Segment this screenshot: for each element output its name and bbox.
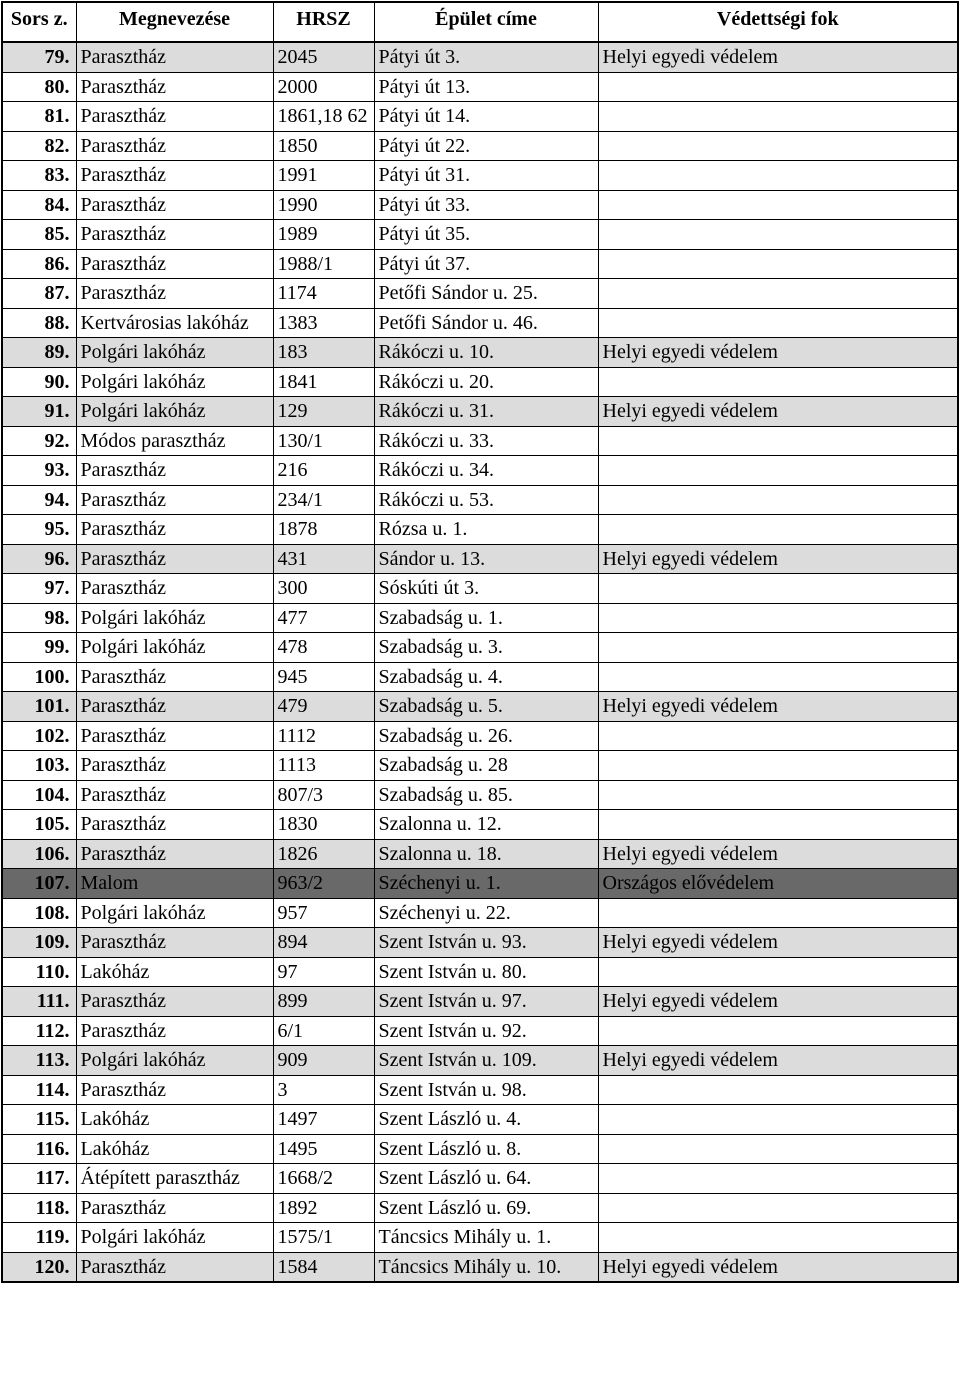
row-number: 82. [2, 131, 76, 161]
parcel-number: 1861,18 62 [273, 102, 374, 132]
parcel-number: 1991 [273, 161, 374, 191]
protection-level [598, 721, 958, 751]
building-name: Átépített parasztház [76, 1164, 273, 1194]
row-number: 117. [2, 1164, 76, 1194]
building-name: Parasztház [76, 1075, 273, 1105]
table-row [2, 456, 958, 486]
header-megnevezese: Megnevezése [76, 2, 273, 42]
row-number: 120. [2, 1252, 76, 1282]
row-number: 118. [2, 1193, 76, 1223]
protection-level [598, 1016, 958, 1046]
row-number: 114. [2, 1075, 76, 1105]
parcel-number: 130/1 [273, 426, 374, 456]
building-address: Szent László u. 4. [374, 1105, 598, 1135]
parcel-number: 1990 [273, 190, 374, 220]
parcel-number: 431 [273, 544, 374, 574]
row-number: 116. [2, 1134, 76, 1164]
parcel-number: 894 [273, 928, 374, 958]
table-row [2, 426, 958, 456]
parcel-number: 477 [273, 603, 374, 633]
protection-level [598, 426, 958, 456]
parcel-number: 97 [273, 957, 374, 987]
table-row [2, 249, 958, 279]
table-row [2, 1046, 958, 1076]
building-name: Parasztház [76, 721, 273, 751]
table-row [2, 751, 958, 781]
building-name: Parasztház [76, 987, 273, 1017]
table-row [2, 603, 958, 633]
building-name: Parasztház [76, 249, 273, 279]
protection-level [598, 72, 958, 102]
building-name: Parasztház [76, 1252, 273, 1282]
parcel-number: 963/2 [273, 869, 374, 899]
table-row [2, 515, 958, 545]
parcel-number: 1878 [273, 515, 374, 545]
building-name: Polgári lakóház [76, 1046, 273, 1076]
parcel-number: 6/1 [273, 1016, 374, 1046]
table-row [2, 869, 958, 899]
protection-level: Helyi egyedi védelem [598, 1046, 958, 1076]
parcel-number: 807/3 [273, 780, 374, 810]
building-name: Polgári lakóház [76, 633, 273, 663]
protection-level [598, 662, 958, 692]
parcel-number: 1497 [273, 1105, 374, 1135]
parcel-number: 1989 [273, 220, 374, 250]
building-name: Parasztház [76, 839, 273, 869]
table-row [2, 338, 958, 368]
row-number: 106. [2, 839, 76, 869]
row-number: 81. [2, 102, 76, 132]
row-number: 87. [2, 279, 76, 309]
header-epulet-cime: Épület címe [374, 2, 598, 42]
protection-level [598, 1164, 958, 1194]
parcel-number: 2045 [273, 42, 374, 72]
parcel-number: 183 [273, 338, 374, 368]
row-number: 94. [2, 485, 76, 515]
row-number: 115. [2, 1105, 76, 1135]
protection-level: Helyi egyedi védelem [598, 397, 958, 427]
parcel-number: 1988/1 [273, 249, 374, 279]
building-address: Szabadság u. 26. [374, 721, 598, 751]
protection-level: Helyi egyedi védelem [598, 987, 958, 1017]
row-number: 97. [2, 574, 76, 604]
table-row [2, 397, 958, 427]
parcel-number: 1113 [273, 751, 374, 781]
row-number: 113. [2, 1046, 76, 1076]
building-address: Pátyi út 14. [374, 102, 598, 132]
building-name: Parasztház [76, 279, 273, 309]
building-name: Polgári lakóház [76, 397, 273, 427]
protection-level [598, 1075, 958, 1105]
table-header [2, 2, 958, 42]
protection-level [598, 279, 958, 309]
building-address: Szent István u. 92. [374, 1016, 598, 1046]
row-number: 80. [2, 72, 76, 102]
protection-level [598, 456, 958, 486]
building-name: Parasztház [76, 456, 273, 486]
protection-level [598, 1223, 958, 1253]
row-number: 84. [2, 190, 76, 220]
parcel-number: 216 [273, 456, 374, 486]
parcel-number: 1383 [273, 308, 374, 338]
building-name: Parasztház [76, 220, 273, 250]
row-number: 112. [2, 1016, 76, 1046]
table-row [2, 131, 958, 161]
building-address: Széchenyi u. 1. [374, 869, 598, 899]
building-name: Polgári lakóház [76, 338, 273, 368]
building-address: Szent László u. 64. [374, 1164, 598, 1194]
protection-level [598, 1193, 958, 1223]
protection-level [598, 249, 958, 279]
building-name: Parasztház [76, 662, 273, 692]
parcel-number: 2000 [273, 72, 374, 102]
building-name: Módos parasztház [76, 426, 273, 456]
building-address: Szabadság u. 3. [374, 633, 598, 663]
row-number: 111. [2, 987, 76, 1017]
protection-level [598, 898, 958, 928]
table-row [2, 308, 958, 338]
table-row [2, 957, 958, 987]
table-row [2, 485, 958, 515]
row-number: 95. [2, 515, 76, 545]
building-name: Kertvárosias lakóház [76, 308, 273, 338]
protection-level [598, 603, 958, 633]
building-name: Parasztház [76, 161, 273, 191]
building-address: Szent István u. 80. [374, 957, 598, 987]
table-row [2, 544, 958, 574]
parcel-number: 1892 [273, 1193, 374, 1223]
table-row [2, 692, 958, 722]
building-address: Szalonna u. 18. [374, 839, 598, 869]
parcel-number: 945 [273, 662, 374, 692]
protection-level [598, 485, 958, 515]
protection-level [598, 515, 958, 545]
protection-level: Helyi egyedi védelem [598, 1252, 958, 1282]
table-row [2, 367, 958, 397]
parcel-number: 899 [273, 987, 374, 1017]
building-name: Parasztház [76, 42, 273, 72]
table-row [2, 721, 958, 751]
protection-level: Helyi egyedi védelem [598, 42, 958, 72]
protection-level [598, 367, 958, 397]
building-address: Szent László u. 8. [374, 1134, 598, 1164]
row-number: 102. [2, 721, 76, 751]
building-address: Szent István u. 93. [374, 928, 598, 958]
building-name: Lakóház [76, 1105, 273, 1135]
table-row [2, 1252, 958, 1282]
row-number: 96. [2, 544, 76, 574]
building-address: Széchenyi u. 22. [374, 898, 598, 928]
table-row [2, 574, 958, 604]
building-name: Parasztház [76, 485, 273, 515]
building-name: Parasztház [76, 515, 273, 545]
row-number: 86. [2, 249, 76, 279]
table-row [2, 42, 958, 72]
building-address: Szabadság u. 5. [374, 692, 598, 722]
table-row [2, 1164, 958, 1194]
parcel-number: 1668/2 [273, 1164, 374, 1194]
building-name: Parasztház [76, 102, 273, 132]
building-name: Parasztház [76, 574, 273, 604]
table-row [2, 1075, 958, 1105]
table-row [2, 190, 958, 220]
protection-level [598, 780, 958, 810]
parcel-number: 3 [273, 1075, 374, 1105]
building-address: Sóskúti út 3. [374, 574, 598, 604]
building-address: Szabadság u. 4. [374, 662, 598, 692]
row-number: 109. [2, 928, 76, 958]
row-number: 88. [2, 308, 76, 338]
row-number: 83. [2, 161, 76, 191]
row-number: 89. [2, 338, 76, 368]
building-address: Sándor u. 13. [374, 544, 598, 574]
row-number: 101. [2, 692, 76, 722]
parcel-number: 1584 [273, 1252, 374, 1282]
building-address: Szent István u. 109. [374, 1046, 598, 1076]
table-row [2, 279, 958, 309]
protection-level [598, 751, 958, 781]
building-name: Parasztház [76, 1193, 273, 1223]
building-name: Parasztház [76, 72, 273, 102]
parcel-number: 1841 [273, 367, 374, 397]
row-number: 119. [2, 1223, 76, 1253]
building-address: Szabadság u. 28 [374, 751, 598, 781]
parcel-number: 909 [273, 1046, 374, 1076]
building-name: Parasztház [76, 780, 273, 810]
parcel-number: 1830 [273, 810, 374, 840]
row-number: 85. [2, 220, 76, 250]
protection-level [598, 131, 958, 161]
protection-level [598, 1105, 958, 1135]
table-row [2, 633, 958, 663]
building-address: Pátyi út 37. [374, 249, 598, 279]
row-number: 108. [2, 898, 76, 928]
parcel-number: 1826 [273, 839, 374, 869]
header-vedettsegi-fok: Védettségi fok [598, 2, 958, 42]
table-row [2, 102, 958, 132]
parcel-number: 234/1 [273, 485, 374, 515]
row-number: 79. [2, 42, 76, 72]
row-number: 90. [2, 367, 76, 397]
protection-level: Helyi egyedi védelem [598, 692, 958, 722]
building-address: Rákóczi u. 33. [374, 426, 598, 456]
protection-level [598, 1134, 958, 1164]
protection-level [598, 220, 958, 250]
parcel-number: 1850 [273, 131, 374, 161]
building-address: Szabadság u. 1. [374, 603, 598, 633]
parcel-number: 478 [273, 633, 374, 663]
building-name: Lakóház [76, 1134, 273, 1164]
building-address: Pátyi út 13. [374, 72, 598, 102]
table-row [2, 662, 958, 692]
protected-buildings-table [1, 1, 959, 1283]
table-row [2, 1016, 958, 1046]
building-address: Pátyi út 22. [374, 131, 598, 161]
table-row [2, 1105, 958, 1135]
parcel-number: 1575/1 [273, 1223, 374, 1253]
parcel-number: 1495 [273, 1134, 374, 1164]
table-body [2, 42, 958, 1282]
parcel-number: 1112 [273, 721, 374, 751]
protection-level: Helyi egyedi védelem [598, 839, 958, 869]
protection-level: Országos elővédelem [598, 869, 958, 899]
row-number: 99. [2, 633, 76, 663]
table-row [2, 72, 958, 102]
table-row [2, 898, 958, 928]
protection-level: Helyi egyedi védelem [598, 928, 958, 958]
building-name: Parasztház [76, 131, 273, 161]
row-number: 91. [2, 397, 76, 427]
table-row [2, 1134, 958, 1164]
parcel-number: 300 [273, 574, 374, 604]
building-name: Polgári lakóház [76, 603, 273, 633]
row-number: 93. [2, 456, 76, 486]
header-hrsz: HRSZ [273, 2, 374, 42]
building-name: Parasztház [76, 751, 273, 781]
row-number: 98. [2, 603, 76, 633]
parcel-number: 1174 [273, 279, 374, 309]
protection-level [598, 190, 958, 220]
building-address: Rákóczi u. 31. [374, 397, 598, 427]
building-address: Rákóczi u. 10. [374, 338, 598, 368]
parcel-number: 129 [273, 397, 374, 427]
building-name: Polgári lakóház [76, 898, 273, 928]
row-number: 100. [2, 662, 76, 692]
building-address: Rákóczi u. 53. [374, 485, 598, 515]
building-name: Polgári lakóház [76, 1223, 273, 1253]
row-number: 92. [2, 426, 76, 456]
building-address: Petőfi Sándor u. 46. [374, 308, 598, 338]
table-row [2, 780, 958, 810]
protection-level [598, 161, 958, 191]
building-address: Petőfi Sándor u. 25. [374, 279, 598, 309]
protection-level [598, 633, 958, 663]
table-row [2, 810, 958, 840]
protection-level [598, 574, 958, 604]
row-number: 104. [2, 780, 76, 810]
building-name: Lakóház [76, 957, 273, 987]
table-row [2, 1223, 958, 1253]
protection-level: Helyi egyedi védelem [598, 338, 958, 368]
building-name: Parasztház [76, 190, 273, 220]
building-address: Rózsa u. 1. [374, 515, 598, 545]
row-number: 105. [2, 810, 76, 840]
table-row [2, 987, 958, 1017]
building-address: Rákóczi u. 20. [374, 367, 598, 397]
building-address: Szent László u. 69. [374, 1193, 598, 1223]
building-address: Szalonna u. 12. [374, 810, 598, 840]
table-row [2, 839, 958, 869]
building-address: Pátyi út 3. [374, 42, 598, 72]
protection-level [598, 957, 958, 987]
protection-level [598, 810, 958, 840]
building-address: Szent István u. 98. [374, 1075, 598, 1105]
parcel-number: 479 [273, 692, 374, 722]
building-name: Parasztház [76, 810, 273, 840]
header-row [2, 2, 958, 42]
building-address: Pátyi út 33. [374, 190, 598, 220]
building-name: Parasztház [76, 1016, 273, 1046]
building-name: Malom [76, 869, 273, 899]
building-name: Parasztház [76, 928, 273, 958]
row-number: 110. [2, 957, 76, 987]
protected-buildings-sheet [1, 1, 957, 1283]
parcel-number: 957 [273, 898, 374, 928]
protection-level: Helyi egyedi védelem [598, 544, 958, 574]
building-name: Parasztház [76, 544, 273, 574]
building-address: Szabadság u. 85. [374, 780, 598, 810]
building-address: Pátyi út 35. [374, 220, 598, 250]
row-number: 103. [2, 751, 76, 781]
row-number: 107. [2, 869, 76, 899]
header-sorsz: Sors z. [2, 2, 76, 42]
building-address: Pátyi út 31. [374, 161, 598, 191]
building-address: Rákóczi u. 34. [374, 456, 598, 486]
protection-level [598, 102, 958, 132]
building-address: Táncsics Mihály u. 1. [374, 1223, 598, 1253]
table-row [2, 928, 958, 958]
table-row [2, 161, 958, 191]
building-address: Szent István u. 97. [374, 987, 598, 1017]
building-name: Parasztház [76, 692, 273, 722]
protection-level [598, 308, 958, 338]
table-row [2, 1193, 958, 1223]
building-name: Polgári lakóház [76, 367, 273, 397]
table-row [2, 220, 958, 250]
building-address: Táncsics Mihály u. 10. [374, 1252, 598, 1282]
